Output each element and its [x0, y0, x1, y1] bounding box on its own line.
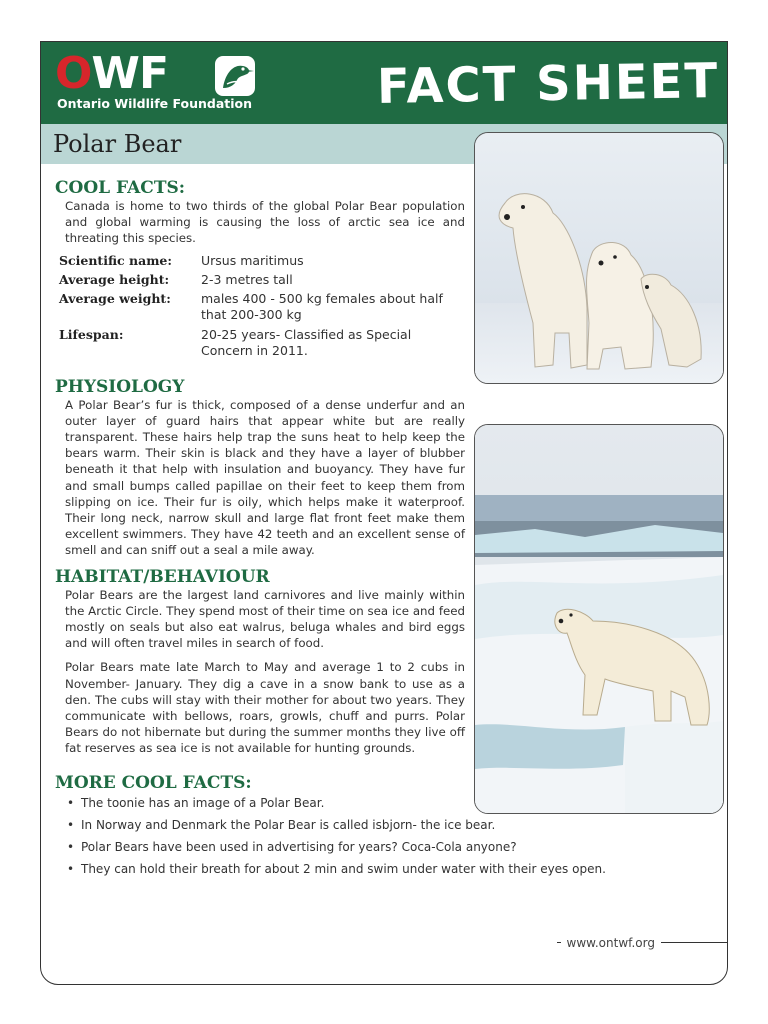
polar-bear-family-image — [475, 133, 723, 383]
logo-letters: OWF — [55, 48, 168, 99]
polar-bear-on-ice-image — [475, 425, 723, 813]
habitat-paragraph-2: Polar Bears mate late March to May and average 1 to 2 cubs in November- January. They dig a cave in a snow bank to use as a den. The cubs will stay with their mother for about two years. They communicate with bellows, roars, growls, chuff and purrs. Polar Bears do not hibernate but during the summer months they live off fat reserves as sea ice is not available for hunting grounds. — [65, 660, 465, 756]
fact-label: Lifespan: — [59, 326, 124, 342]
fact-value: 2-3 metres tall — [201, 271, 293, 287]
cool-facts-intro: Canada is home to two thirds of the global Polar Bear population and global warming is causing the loss of arctic sea ice and threating this species. — [65, 199, 465, 246]
polar-bear-on-ice-photo — [474, 424, 724, 814]
fact-value: Ursus maritimus — [201, 252, 304, 268]
logo-org-name: Ontario Wildlife Foundation — [57, 96, 253, 111]
more-facts-heading: MORE COOL FACTS: — [55, 772, 252, 793]
cool-facts-heading: COOL FACTS: — [55, 178, 186, 198]
fact-row — [59, 327, 465, 359]
fact-label: Average weight: — [59, 290, 171, 306]
fact-sheet-title: FACT SHEET — [376, 53, 720, 115]
physiology-text: A Polar Bear’s fur is thick, composed of a dense underfur and an outer layer of guard hairs that appear white but are really transparent. These hairs help trap the suns heat to help keep the bears warm. Their skin is black and they have a layer of blubber beneath it that help with insulation and buoyancy. They have fur and small bumps called papillae on their feet to keep them from slipping on ice. Their fur is oily, which helps make it waterproof. Their long neck, narrow skull and large flat front feet make them excellent swimmers. They have 42 teeth and an excellent sense of smell and can sniff out a seal a mile away. — [65, 397, 465, 558]
habitat-heading: HABITAT/BEHAVIOUR — [55, 566, 270, 587]
fact-row — [59, 291, 465, 323]
fact-row — [59, 253, 465, 269]
main-content — [55, 178, 606, 883]
owf-logo[interactable] — [55, 48, 255, 111]
polar-bear-family-photo — [474, 132, 724, 384]
habitat-paragraph-1: Polar Bears are the largest land carnivores and live mainly within the Arctic Circle. They spend most of their time on sea ice and feed mostly on seals but also eat walrus, beluga whales and bird eggs and will often travel miles in search of food. — [65, 587, 465, 651]
list-item: • In Norway and Denmark the Polar Bear is called isbjorn- the ice bear. — [67, 817, 667, 833]
facts-table — [59, 253, 465, 359]
physiology-heading: PHYSIOLOGY — [55, 376, 185, 397]
footer-url-link[interactable]: www.ontwf.org — [561, 936, 661, 950]
list-item: • The toonie has an image of a Polar Bear. — [67, 795, 667, 811]
fact-label: Scientific name: — [59, 252, 172, 268]
page-title: Polar Bear — [53, 130, 182, 158]
more-facts-list — [67, 795, 667, 877]
list-item: • They can hold their breath for about 2 min and swim under water with their eyes open. — [67, 861, 667, 877]
header-banner — [41, 42, 727, 124]
fact-label: Average height: — [59, 271, 170, 287]
loon-icon — [213, 54, 257, 98]
fact-row — [59, 272, 465, 288]
fact-value: 20-25 years- Classified as Special Concern in 2011. — [201, 326, 412, 358]
fact-value: males 400 - 500 kg females about half that 200-300 kg — [201, 290, 443, 322]
fact-sheet — [40, 41, 728, 985]
list-item: • Polar Bears have been used in advertising for years? Coca-Cola anyone? — [67, 839, 667, 855]
